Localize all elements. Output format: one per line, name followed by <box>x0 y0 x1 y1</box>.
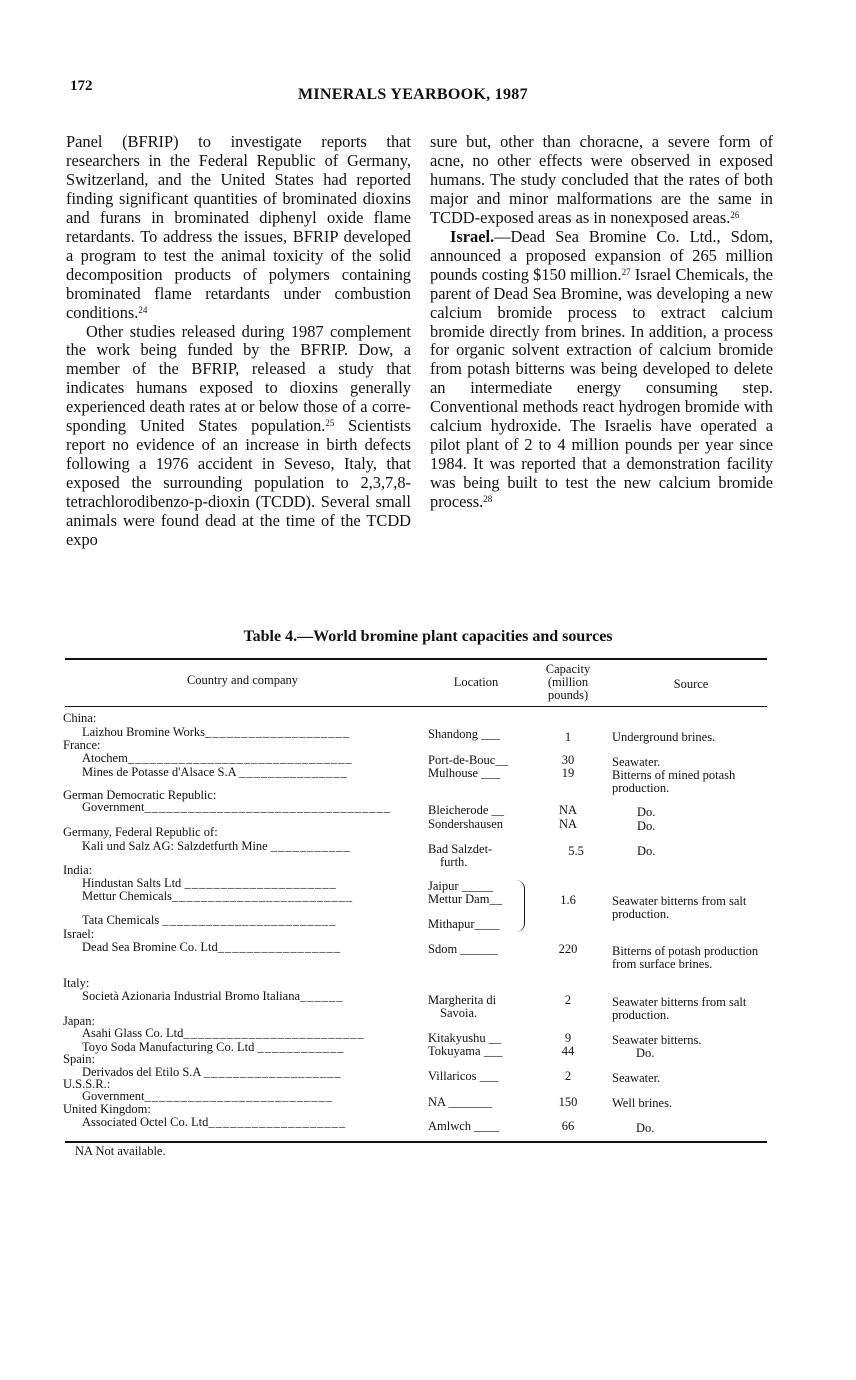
footnote-ref: 28 <box>483 494 493 505</box>
company-cell: Government__________________________________ <box>82 801 391 814</box>
capacity-cell: 150 <box>558 1095 578 1109</box>
location-cell: Mettur Dam__ <box>428 892 502 906</box>
capacity-cell: 5.5 <box>568 844 584 858</box>
source-cell: Do. <box>637 819 656 833</box>
paragraph: Israel.—Dead Sea Bromine Co. Ltd., Sdom, announced a proposed expansion of 265 million pounds costing $150 million.$^{27}$ Israel Chemicals, the parent of Dead Sea Bromine, was developing a new calcium bromide process to extract calcium bromide directly from brines. In addition, a process for organic solvent extraction of calcium bromide from potash bitterns was being developed to delete an intermediate energy consuming step. Conventional methods react hydrogen bromide with calcium hydroxide. The Israelis have operated a pilot plant of 2 to 4 million pounds per year since 1984. It was reported that a demonstration facility was being built to test the new calcium bromide process.$^{28}$ <box>430 226 773 512</box>
location-cell: Mithapur____ <box>428 917 500 931</box>
company-cell: Government__________________________ <box>82 1090 333 1103</box>
source-cell: Do. <box>637 805 656 819</box>
source-cell: Bitterns of potash production from surface brines. <box>612 944 759 971</box>
company-cell: Derivados del Etilo S.A ___________________ <box>82 1066 342 1079</box>
header-country: Country and company <box>186 673 299 687</box>
footnote-ref: 27 <box>621 266 631 277</box>
company-cell: Hindustan Salts Ltd _____________________ <box>82 877 337 890</box>
table-title: Table 4.—World bromine plant capacities and sources <box>243 628 613 645</box>
capacity-cell: 2 <box>564 1069 572 1083</box>
location-cell: Villaricos ___ <box>428 1069 499 1083</box>
location-cell: Mulhouse ___ <box>428 766 500 780</box>
location-cell: Savoia. <box>440 1006 478 1020</box>
company-cell: Associated Octel Co. Ltd___________________ <box>82 1116 347 1129</box>
left-column <box>66 133 411 550</box>
table-bottom-rule <box>65 1141 767 1143</box>
country-label: Israel: <box>63 927 95 941</box>
capacity-cell: 1.6 <box>560 893 576 907</box>
location-cell: NA _______ <box>428 1095 493 1109</box>
location-cell: Port-de-Bouc__ <box>428 753 508 767</box>
company-cell: Kali und Salz AG: Salzdetfurth Mine ___________ <box>82 840 351 853</box>
location-cell: Bad Salzdet- <box>428 842 493 856</box>
country-label: Japan: <box>63 1014 95 1028</box>
company-cell: Dead Sea Bromine Co. Ltd_________________ <box>82 941 341 954</box>
capacity-cell: 9 <box>564 1031 572 1045</box>
location-cell: furth. <box>440 855 468 869</box>
country-label: Spain: <box>63 1052 95 1066</box>
paragraph: Panel (BFRIP) to investigate reports that researchers in the Federal Republic of Germany, Switzerland, and the United States had reported finding significant quantities of brominated dioxins and furans in brominated diphenyl oxide flame retardants. To address the issues, BFRIP developed a program to test the animal toxicity of the solid decomposition products of polymers containing brominated flame retardants under combustion conditions.$^{24}$ <box>66 132 411 322</box>
paragraph: Other studies released during 1987 complement the work being funded by the BFRIP. Dow, a member of the BFRIP, released a study that indicates humans exposed to dioxins generally experienced death rates at or below those of a corresponding United States population.$^{25}$ Scientists report no evidence of an increase in birth defects following a 1976 accident in Seveso, Italy, that exposed the surrounding population to 2,3,7,8-tetrachlorodibenzo-p-dioxin (TCDD). Several small animals were found dead at the time of the TCDD expo <box>66 321 411 550</box>
capacity-cell: 1 <box>564 730 572 744</box>
header-source: Source <box>673 677 709 691</box>
source-cell: Do. <box>636 1046 655 1060</box>
footnote-ref: 24 <box>138 304 148 315</box>
country-label: France: <box>63 738 101 752</box>
location-cell: Bleicherode __ <box>428 803 505 817</box>
source-cell: Do. <box>636 1121 655 1135</box>
source-cell: Seawater bitterns from salt production. <box>612 995 747 1022</box>
country-label: German Democratic Republic: <box>63 788 217 802</box>
country-label: China: <box>63 711 97 725</box>
company-cell: Mettur Chemicals_________________________ <box>82 890 354 903</box>
header-location: Location <box>453 675 499 689</box>
footnote-ref: 26 <box>730 209 740 220</box>
location-cell: Jaipur _____ <box>428 879 493 893</box>
source-cell: Do. <box>637 844 656 858</box>
location-cell: Margherita di <box>428 993 497 1007</box>
location-cell: Kitakyushu __ <box>428 1031 502 1045</box>
company-cell: Atochem_______________________________ <box>82 752 353 765</box>
country-label: Italy: <box>63 976 90 990</box>
source-cell: Bitterns of mined potash production. <box>612 768 736 795</box>
location-cell: Sdom ______ <box>428 942 498 956</box>
source-cell: Underground brines. <box>612 730 716 744</box>
company-cell: Tata Chemicals ________________________ <box>82 914 337 927</box>
page-number: 172 <box>70 78 93 94</box>
company-cell: Mines de Potasse d'Alsace S.A _______________ <box>82 766 348 779</box>
table-footnote: NA Not available. <box>75 1144 166 1158</box>
company-cell: Laizhou Bromine Works____________________ <box>82 726 351 739</box>
capacity-cell: 220 <box>558 942 578 956</box>
company-cell: Asahi Glass Co. Ltd_________________________ <box>82 1027 365 1040</box>
header-capacity: Capacity (million pounds) <box>545 662 591 702</box>
capacity-cell: 66 <box>561 1119 575 1133</box>
capacity-cell: NA <box>558 803 578 817</box>
running-head: MINERALS YEARBOOK, 1987 <box>298 86 528 103</box>
table-header-rule <box>65 706 767 707</box>
source-cell: Seawater. <box>612 755 661 769</box>
location-cell: Sondershausen <box>428 817 503 831</box>
source-cell: Seawater bitterns from salt production. <box>612 894 747 921</box>
location-cell: Shandong ___ <box>428 727 500 741</box>
capacity-cell: NA <box>558 817 578 831</box>
company-cell: Società Azionaria Industrial Bromo Italiana______ <box>82 990 344 1003</box>
country-label: U.S.S.R.: <box>63 1077 111 1091</box>
country-label: India: <box>63 863 93 877</box>
capacity-cell: 44 <box>561 1044 575 1058</box>
right-column <box>430 133 773 512</box>
paragraph: sure but, other than choracne, a severe form of acne, no other effects were observed in exposed humans. The study concluded that the rates of both major and minor malformations are the same in TCDD-exposed areas as in nonexposed areas.$^{26}$ <box>430 132 773 227</box>
country-label: Germany, Federal Republic of: <box>63 825 218 839</box>
capacity-cell: 30 <box>561 753 575 767</box>
capacity-cell: 19 <box>561 766 575 780</box>
capacity-cell: 2 <box>564 993 572 1007</box>
source-cell: Well brines. <box>612 1096 673 1110</box>
location-cell: Tokuyama ___ <box>428 1044 503 1058</box>
company-cell: Toyo Soda Manufacturing Co. Ltd ____________ <box>82 1041 345 1054</box>
footnote-ref: 25 <box>325 418 335 429</box>
location-cell: Amlwch ____ <box>428 1119 500 1133</box>
country-label: United Kingdom: <box>63 1102 151 1116</box>
source-cell: Seawater. <box>612 1071 661 1085</box>
source-cell: Seawater bitterns. <box>612 1033 702 1047</box>
table-top-rule <box>65 658 767 660</box>
section-lead: Israel. <box>450 226 495 246</box>
